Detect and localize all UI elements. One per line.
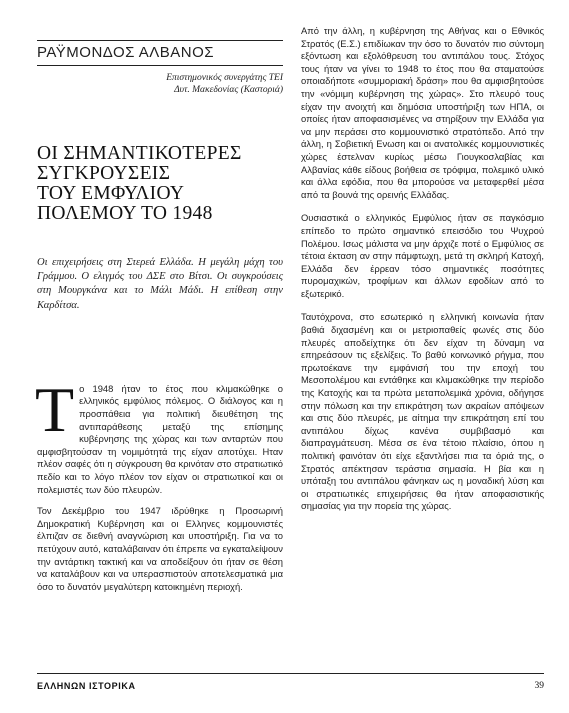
left-body [35,373,283,594]
author-affiliation [37,73,283,96]
left-column [37,40,283,593]
right-column [301,25,544,513]
page-number: 39 [534,681,544,691]
paragraph-2: Τον Δεκέμβριο του 1947 ιδρύθηκε η Προσωρινή Δημοκρατική Κυβέρνηση και οι Ελληνες κομμουνιστές έλπιζαν σε διεθνή αναγνώριση και υποστήριξη. Για να το πετύχουν αυτό, καταλάβαιναν ότι έπρεπε να εγκαταλείψουν την αντάρτικη τακτική και να αποδείξουν ότι ήταν σε θέση να καταλάβουν και να υπερασπιστούν αποτελεσματικά μια όσο το δυνατόν μεγαλύτερη κατοικημένη περιοχή. [37,505,283,592]
article-lead: Οι επιχειρήσεις στη Στερεά Ελλάδα. Η μεγάλη μάχη του Γράμμου. Ο ελιγμός του ΔΣΕ στο Βίτσι. Οι συγκρούσεις στη Μουργκάνα και το Μάλι Μάδι. Η επίθεση στην Καρδίτσα. [37,257,283,311]
paragraph-5: Ταυτόχρονα, στο εσωτερικό η ελληνική κοινωνία ήταν βαθιά διχασμένη και οι μετριοπαθείς φωνές στις δύο πλευρές αποδείχτηκε ότι δεν είχαν τη δύναμη να επηρεάσουν τις εξελίξεις. Το βαθύ κοινωνικό ρήγμα, που πρωτοέκανε την εμφάνισή του την εποχή του Μεσοπολέμου και εντάθηκε και κλιμακώθηκε την περίοδο της Κατοχής και τα πρώτα μεταπολεμικά χρόνια, οδήγησε στην πόλωση και την επικράτηση των ακραίων απόψεων και στις δύο πλευρές, με αίτημα την επικράτηση επί του αντιπάλου δίχως κανένα συμβιβασμό και διαπραγμάτευση. Μέσα σε ένα τέτοιο πλαίσιο, όπου η πολιτική φαινόταν ότι είχε εξαντλήσει πια τα όριά της, ο Στρατός απέκτησαν τεράστια σημασία. Η βία και η υπόταξη του αντιπάλου φάνηκαν ως η μοναδική λύση και οι στρατιωτικές επιχειρήσεις θα ήταν αποφασιστικής σημασίας για την πορεία της χώρας. [301,311,544,512]
paragraph-1-text: ο 1948 ήταν το έτος που κλιμακώθηκε ο ελληνικός εμφύλιος πόλεμος. Ο διάλογος και η προσπάθεια για πολιτική διευθέτηση της αντιπαράθεσης μεταξύ της επίσημης κυβέρνησης της χώρας και των ανταρτών που αμφισβητούσαν τη νομιμότητά της είχαν αποτύχει. Ηταν πλέον σαφές ότι η σύγκρουση θα κρινόταν στο στρατιωτικό πεδίο και το λόγο πλέον τον είχαν οι στρατιωτικοί και οι πολεμιστές των δύο πλευρών. [37,382,283,495]
paragraph-1 [35,373,283,496]
title-line-4: ΠΟΛΕΜΟΥ ΤΟ 1948 [37,203,213,224]
affiliation-line-1: Επιστημονικός συνεργάτης ΤΕΙ [166,73,283,83]
author-top-rule [37,40,283,41]
affiliation-line-2: Δυτ. Μακεδονίας (Καστοριά) [174,84,283,95]
author-bottom-rule [37,65,283,66]
publication-name: ΕΛΛΗΝΩΝ ΙΣΤΟΡΙΚΑ [37,681,136,691]
title-line-3: ΤΟΥ ΕΜΦΥΛΙΟΥ [37,183,185,204]
paragraph-3: Από την άλλη, η κυβέρνηση της Αθήνας και ο Εθνικός Στρατός (Ε.Σ.) επιδίωκαν την όσο το δυνατόν πιο σύντομη εξόντωση και εξολόθρευση του αντιπάλου τους. Στόχος τους ήταν να γίνει το 1948 το έτος που θα σταματούσε οποιαδήποτε «συμμοριακή δράση» που θα αμφισβητούσε την «νόμιμη κυβέρνηση της χώρας». Στο πλευρό τους είχαν την ανοιχτή και δημόσια υποστήριξη των ΗΠΑ, οι οποίες ήταν αποφασισμένες να στηρίξουν την Ελλάδα για να μην περάσει στο κομμουνιστικό στρατόπεδο. Από την άλλη, η Σοβιετική Ενωση και οι ανατολικές κομμουνιστικές χώρες έστελναν κυρίως μέσω Γιουγκοσλαβίας και Αλβανίας κάθε είδους βοήθεια σε τρόφιμα, πολεμικό υλικό και άλλα εφόδια, που θα μπορούσε να μεταφερθεί μέσα από τα βουνά της ορεινής Ελλάδας. [301,25,544,200]
drop-cap: Τ [35,373,75,445]
author-name: ΡΑΫΜΟΝΔΟΣ ΑΛΒΑΝΟΣ [37,44,215,61]
title-line-2: ΣΥΓΚΡΟΥΣΕΙΣ [37,163,171,184]
footer-rule [37,673,544,674]
article-title [37,144,283,224]
title-line-1: ΟΙ ΣΗΜΑΝΤΙΚΟΤΕΡΕΣ [37,143,242,164]
paragraph-4: Ουσιαστικά ο ελληνικός Εμφύλιος ήταν σε παγκόσμιο επίπεδο το πρώτο σημαντικό επεισόδιο του Ψυχρού Πολέμου. Ισως μάλιστα να μην άρχιζε ποτέ ο Εμφύλιος σε τέτοια έκταση αν στην πάμφτωχη, μετά τη σκληρή Κατοχή, Ελλάδα δεν έρρεαν τόσο σημαντικές ποσότητες πυρομαχικών, τροφίμων και άλλων εφοδίων από το εξωτερικό. [301,212,544,299]
